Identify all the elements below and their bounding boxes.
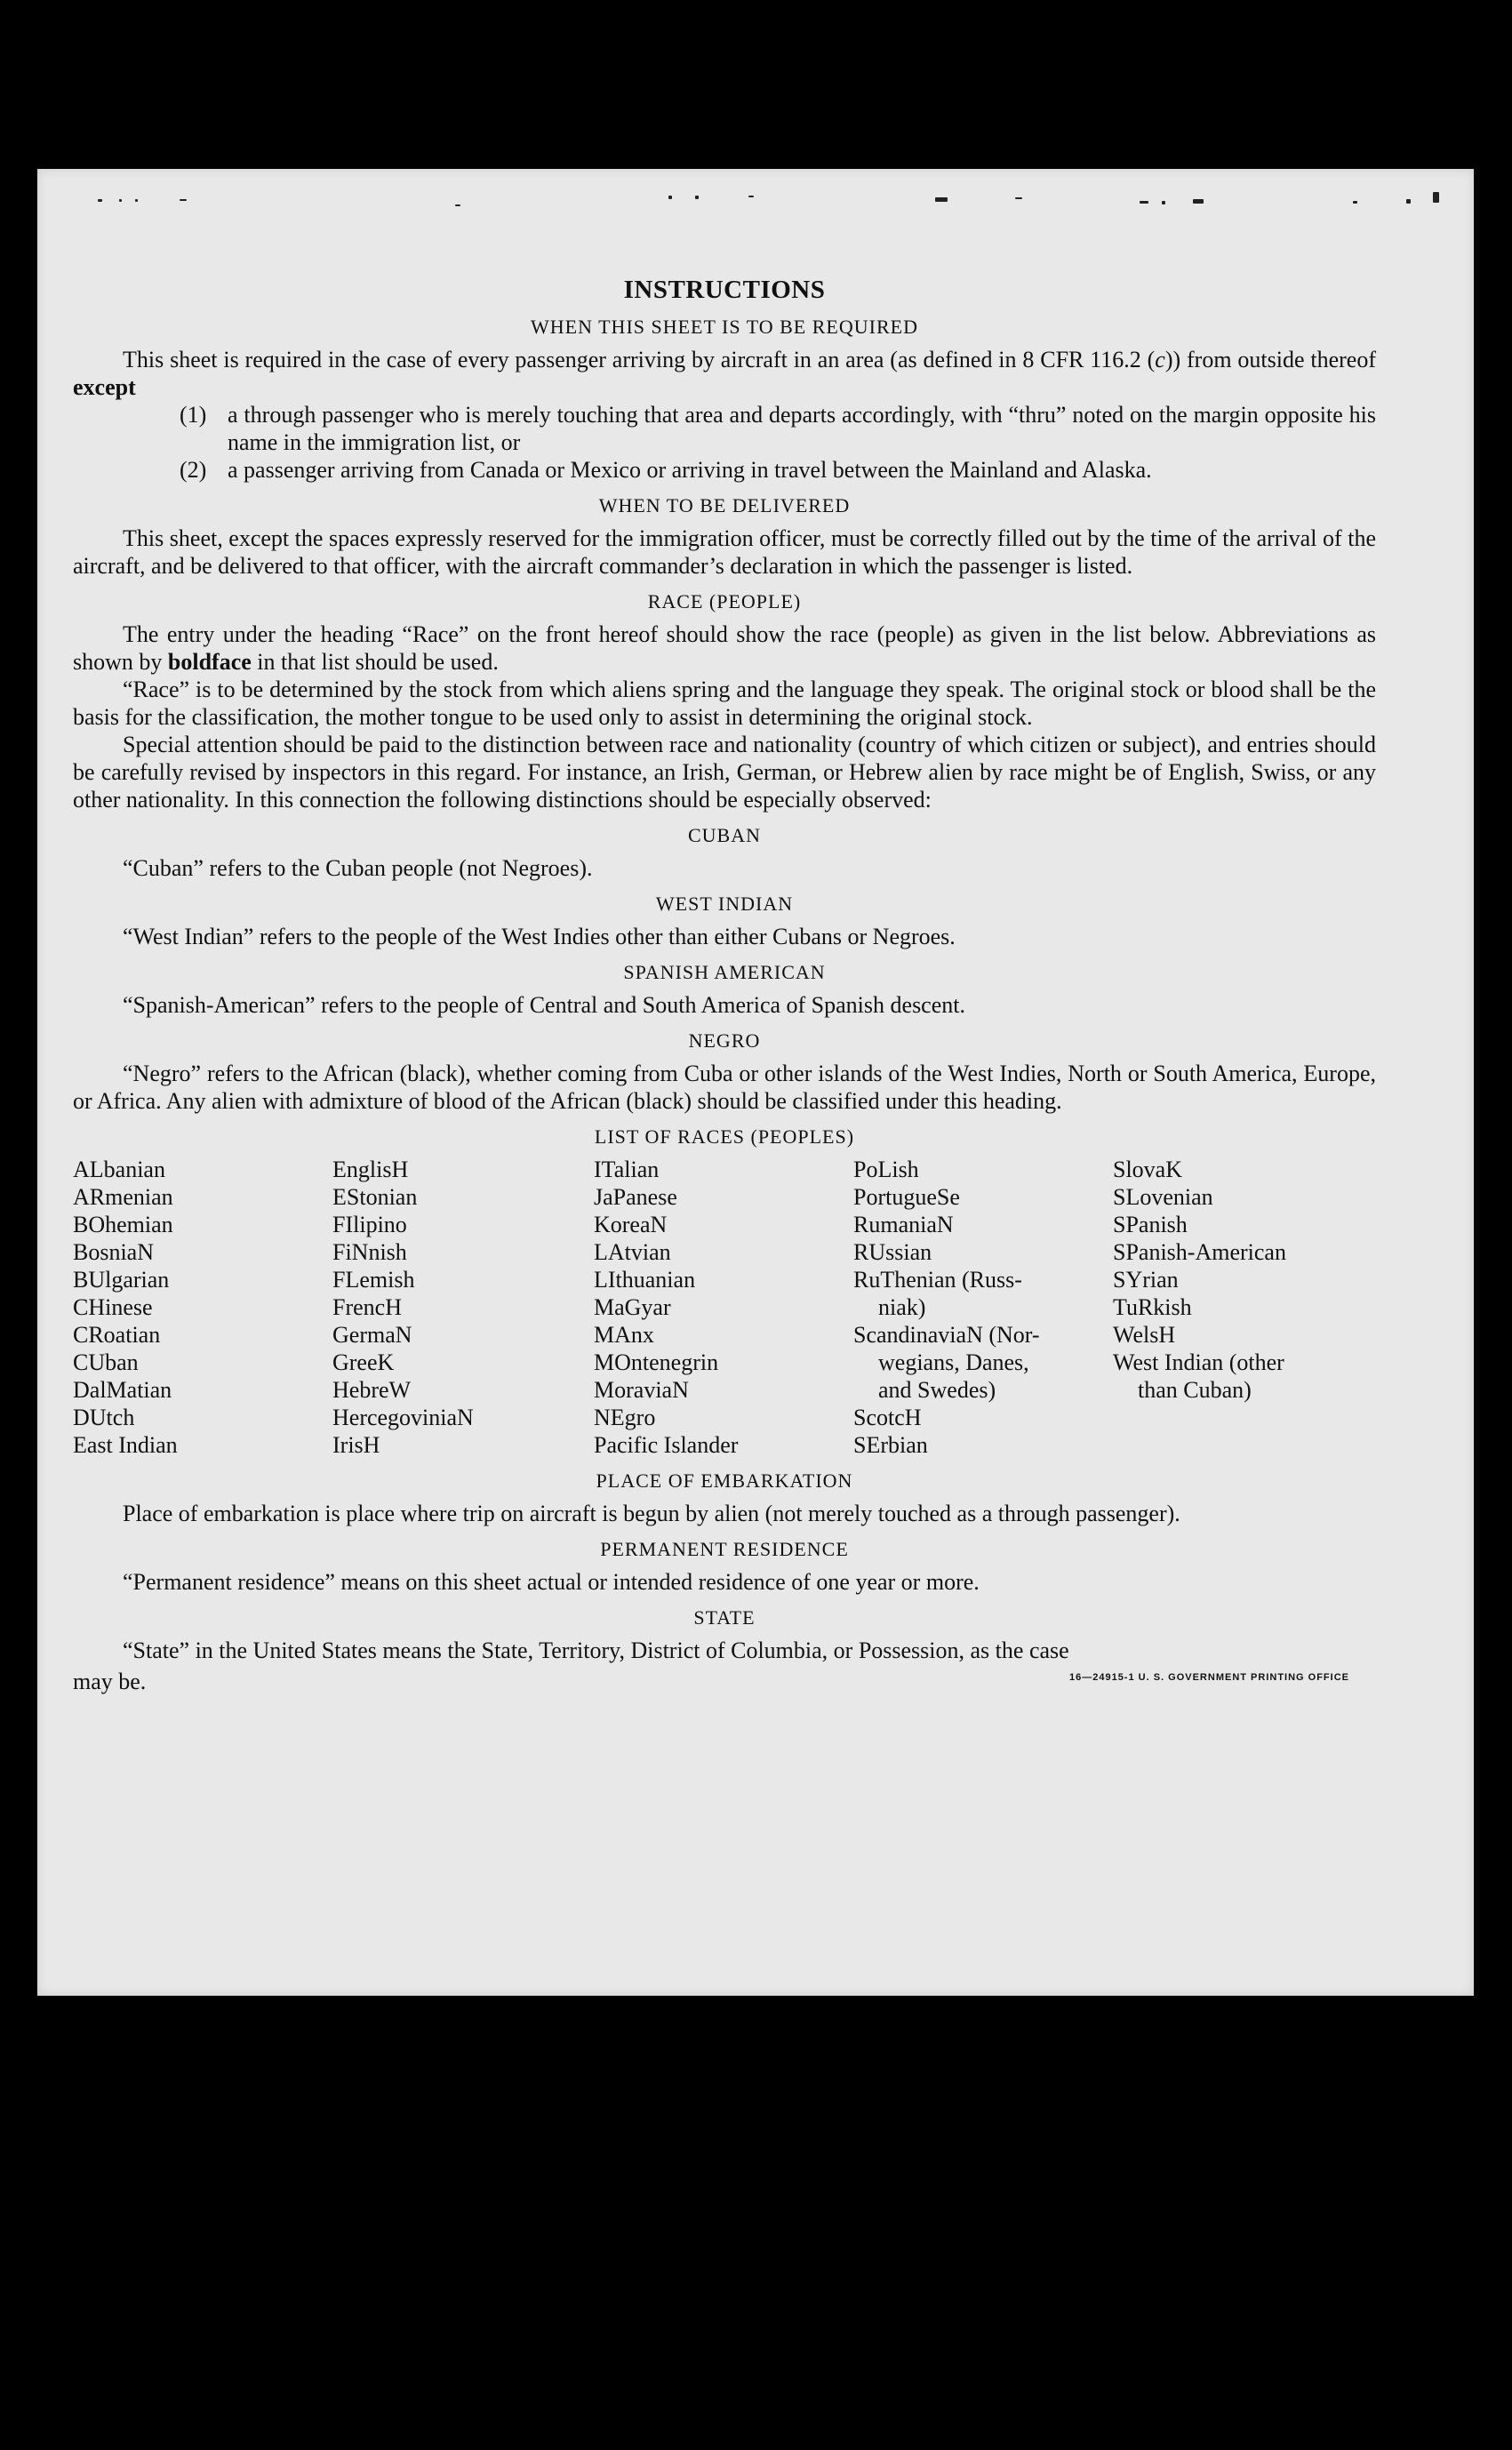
required-intro-a: This sheet is required in the case of every passenger arriving by aircraft in an area (as defined in 8 CFR 116.2 ( — [123, 347, 1156, 372]
speck — [1162, 201, 1165, 204]
required-intro — [73, 346, 1376, 401]
race-paragraph-3: Special attention should be paid to the distinction between race and nationality (country of which citizen or subject), and entries should be carefully revised by inspectors in this regard. For instance, an Irish, German, or Hebrew alien by race might be of English, Swiss, or any other nationality. In this connection the following distinctions should be especially observed: — [73, 732, 1376, 813]
speck — [1406, 199, 1411, 204]
speck — [695, 196, 699, 199]
race-entry: WelsH — [1113, 1322, 1176, 1348]
race-entry-continued: wegians, Danes, — [878, 1349, 1029, 1375]
race-entry: PoLish — [853, 1157, 919, 1182]
race-entry: ScotcH — [853, 1405, 922, 1430]
race-entry: FIlipino — [332, 1212, 407, 1237]
speck — [119, 199, 122, 202]
race-entry: IrisH — [332, 1432, 380, 1458]
race-entry: LIthuanian — [594, 1267, 696, 1293]
negro-text: “Negro” refers to the African (black), whether coming from Cuba or other islands of the West Indies, North or South America, Europe, or Africa. Any alien with admixture of blood of the African (black) should be classified under this heading. — [73, 1061, 1376, 1114]
race-entry: MaGyar — [594, 1294, 671, 1320]
speck — [1353, 201, 1357, 204]
required-item-text: a through passenger who is merely touching that area and departs accordingly, with “thru” noted on the margin opposite his name in the immigration list, or — [228, 402, 1376, 455]
race-entry: FiNnish — [332, 1239, 407, 1265]
races-column — [73, 1156, 332, 1459]
embarkation-text: Place of embarkation is place where trip on aircraft is begun by alien (not merely touched as a through passenger). — [123, 1501, 1180, 1526]
page-title: INSTRUCTIONS — [623, 276, 826, 304]
race-entry: RuThenian (Russ- — [853, 1267, 1022, 1293]
race-entry: FrencH — [332, 1294, 402, 1320]
race-entry: ARmenian — [73, 1184, 173, 1210]
spanish-american-text: “Spanish-American” refers to the people of Central and South America of Spanish descent. — [123, 992, 965, 1018]
speck — [1193, 199, 1204, 204]
race-entry-continued: than Cuban) — [1138, 1377, 1252, 1403]
required-item-number: (1) — [180, 402, 207, 428]
west-indian-text: “West Indian” refers to the people of the West Indies other than either Cubans or Negroes. — [123, 924, 956, 949]
race-entry: CHinese — [73, 1294, 153, 1320]
race-entry: KoreaN — [594, 1212, 668, 1237]
section-heading-residence: PERMANENT RESIDENCE — [600, 1538, 849, 1560]
race-entry: DUtch — [73, 1405, 135, 1430]
race-entry: Pacific Islander — [594, 1432, 739, 1458]
race-entry-continued: niak) — [878, 1294, 926, 1320]
race-entry: ScandinaviaN (Nor- — [853, 1322, 1040, 1348]
speck — [180, 199, 187, 201]
race-entry: RumaniaN — [853, 1212, 954, 1237]
race-entry: MAnx — [594, 1322, 654, 1348]
required-intro-b: )) from outside thereof — [1164, 347, 1376, 372]
required-intro-italic: c — [1155, 347, 1165, 372]
races-column — [1113, 1156, 1376, 1459]
race-entry: EStonian — [332, 1184, 418, 1210]
speck — [135, 199, 138, 202]
race-entry: DalMatian — [73, 1377, 172, 1403]
race-entry: CRoatian — [73, 1322, 161, 1348]
race-entry: RUssian — [853, 1239, 932, 1265]
section-heading-spanish-american: SPANISH AMERICAN — [623, 961, 826, 983]
race-entry: West Indian (other — [1113, 1349, 1284, 1375]
print-code: 16—24915-1 U. S. GOVERNMENT PRINTING OFFICE — [1068, 1672, 1349, 1683]
residence-text: “Permanent residence” means on this sheet actual or intended residence of one year or more. — [123, 1569, 980, 1595]
race-entry: ALbanian — [73, 1157, 165, 1182]
scan-artifacts — [37, 169, 1474, 222]
race-p1-b: in that list should be used. — [251, 649, 499, 675]
races-column — [594, 1156, 853, 1459]
speck — [1015, 197, 1022, 199]
delivered-text: This sheet, except the spaces expressly reserved for the immigration officer, must be correctly filled out by the time of the arrival of the aircraft, and be delivered to that officer, with the aircraft commander’s declaration in which the passenger is listed. — [73, 525, 1376, 579]
race-entry: ITalian — [594, 1157, 660, 1182]
speck — [1140, 201, 1148, 204]
required-item-number: (2) — [180, 457, 207, 483]
races-column — [332, 1156, 594, 1459]
speck — [748, 196, 754, 197]
race-entry-continued: and Swedes) — [878, 1377, 996, 1403]
race-entry: MOntenegrin — [594, 1349, 719, 1375]
required-intro-bold: except — [73, 374, 136, 400]
race-entry: SLovenian — [1113, 1184, 1213, 1210]
race-entry: GermaN — [332, 1322, 412, 1348]
required-item-text: a passenger arriving from Canada or Mexico or arriving in travel between the Mainland and Alaska. — [228, 457, 1152, 483]
speck — [935, 197, 948, 202]
cuban-text: “Cuban” refers to the Cuban people (not Negroes). — [123, 855, 593, 881]
section-heading-delivered: WHEN TO BE DELIVERED — [598, 494, 851, 516]
races-list — [73, 1156, 1376, 1459]
race-p1-bold: boldface — [167, 649, 252, 675]
section-heading-cuban: CUBAN — [687, 824, 761, 846]
race-entry: SPanish — [1113, 1212, 1188, 1237]
race-entry: FLemish — [332, 1267, 415, 1293]
section-heading-embarkation: PLACE OF EMBARKATION — [596, 1469, 853, 1492]
race-entry: GreeK — [332, 1349, 395, 1375]
section-heading-negro: NEGRO — [688, 1029, 761, 1052]
state-text-line-2: may be. — [73, 1669, 147, 1694]
race-entry: MoraviaN — [594, 1377, 689, 1403]
state-text-line-1: “State” in the United States means the State, Territory, District of Columbia, or Possession, as the case — [123, 1637, 1069, 1663]
section-heading-state: STATE — [693, 1606, 756, 1629]
race-entry: PortugueSe — [853, 1184, 960, 1210]
race-entry: BOhemian — [73, 1212, 173, 1237]
race-entry: BUlgarian — [73, 1267, 170, 1293]
race-entry: SErbian — [853, 1432, 928, 1458]
race-paragraph-1 — [73, 621, 1376, 676]
races-column — [853, 1156, 1113, 1459]
race-entry: NEgro — [594, 1405, 656, 1430]
section-heading-race: RACE (PEOPLE) — [647, 590, 802, 612]
race-entry: EnglisH — [332, 1157, 409, 1182]
speck — [668, 196, 672, 199]
footer-line — [73, 1664, 1376, 1695]
speck — [455, 204, 460, 206]
section-heading-required: WHEN THIS SHEET IS TO BE REQUIRED — [531, 316, 918, 338]
race-entry: HercegoviniaN — [332, 1405, 474, 1430]
required-item — [73, 456, 1376, 484]
section-heading-list-of-races: LIST OF RACES (PEOPLES) — [594, 1125, 855, 1148]
instructions-text — [73, 276, 1376, 1695]
race-entry: LAtvian — [594, 1239, 671, 1265]
race-entry: East Indian — [73, 1432, 178, 1458]
race-entry: HebreW — [332, 1377, 412, 1403]
required-item — [73, 401, 1376, 456]
race-entry: TuRkish — [1113, 1294, 1192, 1320]
scanned-page — [37, 169, 1474, 1996]
race-entry: JaPanese — [594, 1184, 677, 1210]
race-paragraph-2: “Race” is to be determined by the stock from which aliens spring and the language they speak. The original stock or blood shall be the basis for the classification, the mother tongue to be used only to assist in determining the original stock. — [73, 677, 1376, 730]
speck — [98, 199, 102, 202]
section-heading-west-indian: WEST INDIAN — [655, 893, 794, 915]
race-p1-a: The entry under the heading “Race” on the front hereof should show the race (people) as given in the list below. Abbreviations as shown by — [73, 621, 1376, 675]
speck — [1433, 192, 1439, 203]
race-entry: SPanish-American — [1113, 1239, 1286, 1265]
race-entry: CUban — [73, 1349, 139, 1375]
race-entry: SYrian — [1113, 1267, 1179, 1293]
race-entry: BosniaN — [73, 1239, 154, 1265]
race-entry: SlovaK — [1113, 1157, 1182, 1182]
